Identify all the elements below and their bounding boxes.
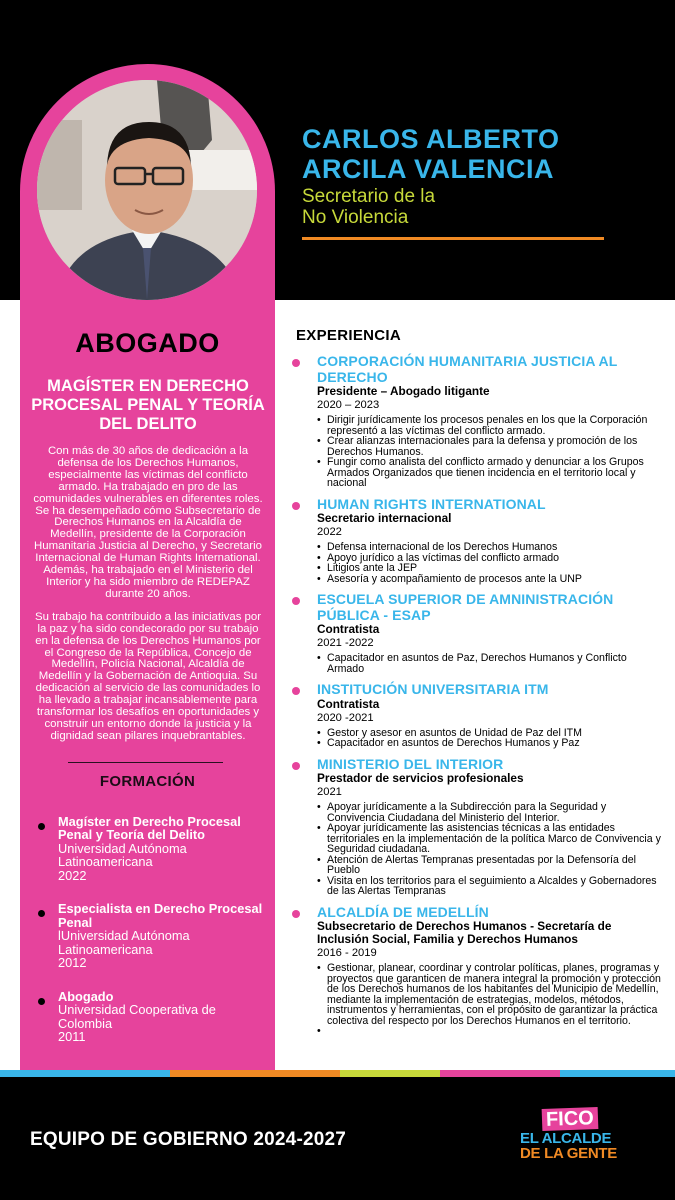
experiencia-org: INSTITUCIÓN UNIVERSITARIA ITM xyxy=(317,681,549,697)
formacion-title: FORMACIÓN xyxy=(99,773,196,790)
duties-list xyxy=(317,653,662,674)
formacion-item xyxy=(38,902,268,969)
experiencia-dates: 2021 xyxy=(317,786,342,798)
duty-item: • Capacitador en asuntos de Derechos Humanos y Paz xyxy=(317,738,662,749)
role-line-2: No Violencia xyxy=(302,207,409,228)
formacion-year: 2011 xyxy=(58,1029,86,1045)
duty-item: • Defensa internacional de los Derechos Humanos xyxy=(317,542,662,553)
logo-de-la-gente: DE LA GENTE xyxy=(520,1145,617,1162)
experiencia-org: MINISTERIO DEL INTERIOR xyxy=(317,755,504,772)
experiencia-role: Prestador de servicios profesionales xyxy=(317,771,524,785)
formacion-list xyxy=(38,815,268,1057)
duties-list xyxy=(317,963,662,1026)
experiencia-dates: 2020 – 2023 xyxy=(317,399,380,411)
bio-paragraph-1: Con más de 30 años de dedicación a la defensa de los Derechos Humanos, especialmente las víctimas del conflicto armado. Ha trabajado en pro de las comunidades vulnerables en diferentes roles. Se ha desempeñado cómo Subsecretario de Derechos Humanos en la Alcaldía de Medellín, presidente de la Corporación Humanitaria Justicia al Derecho, y Secretario Internacional de Human Rights International. Además, ha trabajado en el Ministerio del Interior y ha sido miembro de REDEPAZ durante 20 años. xyxy=(33,445,263,600)
color-stripe-5 xyxy=(560,1070,675,1077)
campaign-logo xyxy=(520,1108,640,1170)
duty-item: • Crear alianzas internacionales para la defensa y promoción de los Derechos Humanos. xyxy=(317,436,662,457)
formacion-divider xyxy=(68,762,223,763)
logo-el-alcalde: EL ALCALDE xyxy=(520,1130,612,1147)
bullet-icon xyxy=(292,359,300,367)
color-stripe-3 xyxy=(340,1070,440,1077)
experiencia-role: Secretario internacional xyxy=(317,511,452,525)
duties-list xyxy=(317,415,662,489)
color-stripe-1 xyxy=(0,1070,170,1077)
formacion-institution: Universidad Cooperativa de Colombia xyxy=(58,1002,216,1031)
duty-item: • Apoyar jurídicamente las asistencias técnicas a las entidades territoriales en la implementación de la política Marco de Convivencia y Seguridad ciudadana. xyxy=(317,823,662,855)
bio-paragraph-2: Su trabajo ha contribuido a las iniciativas por la paz y ha sido condecorado por su trabajo en la defensa de los Derechos Humanos por el Congreso de la República, Concejo de Medellín, Policía Nacional, Alcaldía de Medellín y la Gobernación de Antioquia. Su dedicación al servicio de las comunidades lo ha llevado a trabajar incansablemente para transformar los desafíos en oportunidades y construir un entorno donde la justicia y la dignidad sean pilares inquebrantables. xyxy=(34,610,262,742)
duty-item: • Litigios ante la JEP xyxy=(317,563,662,574)
experiencia-item xyxy=(292,682,662,749)
experiencia-item xyxy=(292,592,662,674)
experiencia-item xyxy=(292,354,662,489)
duty-item: • Visita en los territorios para el seguimiento a Alcaldes y Gobernadores de las Alertas Tempranas xyxy=(317,876,662,897)
name-line-2: ARCILA VALENCIA xyxy=(302,154,554,184)
logo-fico: FICO xyxy=(542,1107,599,1131)
duties-list xyxy=(317,542,662,584)
duty-item: • Fungir como analista del conflicto armado y denunciar a los Grupos Armados Organizados que tienen incidencia en el territorio local y nacional xyxy=(317,457,662,489)
experiencia-role: Contratista xyxy=(317,622,380,636)
bullet-icon xyxy=(38,823,45,830)
duty-item: • Gestor y asesor en asuntos de Unidad de Paz del ITM xyxy=(317,728,662,739)
experiencia-org: ESCUELA SUPERIOR DE AMNINISTRACIÓN PÚBLICA - ESAP xyxy=(317,591,614,623)
bio-text xyxy=(30,446,266,743)
degree-heading: MAGÍSTER EN DERECHO PROCESAL PENAL Y TEORÍA DEL DELITO xyxy=(31,377,265,433)
candidate-name xyxy=(302,124,662,184)
experiencia-dates: 2020 -2021 xyxy=(317,711,374,724)
experiencia-dates: 2021 -2022 xyxy=(317,637,374,649)
experiencia-item xyxy=(292,497,662,585)
experiencia-list xyxy=(292,354,662,1034)
experiencia-org: CORPORACIÓN HUMANITARIA JUSTICIA AL DERECHO xyxy=(317,353,618,385)
duty-item: • Apoyo jurídico a las víctimas del conflicto armado xyxy=(317,553,662,564)
experiencia-role: Presidente – Abogado litigante xyxy=(317,384,490,398)
duty-item: • Apoyar jurídicamente a la Subdirección para la Seguridad y Convivencia Ciudadana del Ministerio del Interior. xyxy=(317,802,662,823)
formacion-institution: lUniversidad Autónoma Latinoamericana xyxy=(58,928,190,957)
duties-list xyxy=(317,802,662,897)
bullet-icon xyxy=(292,687,300,695)
formacion-item xyxy=(38,990,268,1044)
duty-item: • Gestionar, planear, coordinar y controlar políticas, planes, programas y proyectos que garanticen de manera integral la promoción y protección de los Derechos humanos de los habitantes del Municipio de Medellín, mediante la implementación de estrategias, modelos, métodos, instrumentos y herramientas, con el propósito de garantizar la práctica colectiva del respecto por los Derechos Humanos en el territorio. xyxy=(317,963,662,1026)
candidate-role xyxy=(302,186,632,228)
experiencia-title: EXPERIENCIA xyxy=(296,327,401,344)
portrait-illustration xyxy=(37,80,257,300)
duty-item: • Atención de Alertas Tempranas presentadas por la Defensoría del Pueblo xyxy=(317,855,662,876)
formacion-institution: Universidad Autónoma Latinoamericana xyxy=(58,840,187,870)
bullet-icon xyxy=(38,998,45,1005)
formacion-degree: Abogado xyxy=(58,988,114,1004)
name-line-1: CARLOS ALBERTO xyxy=(302,124,560,154)
formacion-year: 2012 xyxy=(58,955,87,971)
experiencia-role: Contratista xyxy=(317,696,380,711)
experiencia-org: ALCALDÍA DE MEDELLÍN xyxy=(317,903,489,920)
bullet-icon xyxy=(292,502,300,510)
experiencia-item xyxy=(292,905,662,1027)
duty-item: • Dirigir jurídicamente los procesos penales en los que la Corporación representó a las víctimas del conflicto armado. xyxy=(317,415,662,436)
bullet-icon xyxy=(38,910,45,917)
duty-item: • Capacitador en asuntos de Paz, Derechos Humanos y Conflicto Armado xyxy=(317,653,662,674)
bullet-icon xyxy=(292,910,300,918)
experiencia-dates: 2016 - 2019 xyxy=(317,947,377,959)
duty-item: • Asesoría y acompañamiento de procesos ante la UNP xyxy=(317,574,662,585)
experiencia-dates: 2022 xyxy=(317,526,342,538)
role-underline xyxy=(302,237,604,240)
experiencia-org: HUMAN RIGHTS INTERNATIONAL xyxy=(317,495,546,512)
color-stripe-2 xyxy=(170,1070,340,1077)
formacion-item xyxy=(38,815,268,882)
color-stripe-4 xyxy=(440,1070,560,1077)
bullet-icon xyxy=(292,597,300,605)
bullet-icon xyxy=(292,762,300,770)
experiencia-role: Subsecretario de Derechos Humanos - Secretaría de Inclusión Social, Familia y Derechos Humanos xyxy=(317,919,612,946)
profession-title: ABOGADO xyxy=(75,328,220,358)
formacion-degree: Especialista en Derecho Procesal Penal xyxy=(58,901,263,930)
profile-photo xyxy=(37,80,257,300)
role-line-1: Secretario de la xyxy=(302,186,436,207)
experiencia-item xyxy=(292,757,662,897)
duties-list xyxy=(317,728,662,749)
team-caption: EQUIPO DE GOBIERNO 2024-2027 xyxy=(30,1129,347,1150)
formacion-degree: Magíster en Derecho Procesal Penal y Teoría del Delito xyxy=(58,814,241,843)
formacion-year: 2022 xyxy=(58,867,87,883)
